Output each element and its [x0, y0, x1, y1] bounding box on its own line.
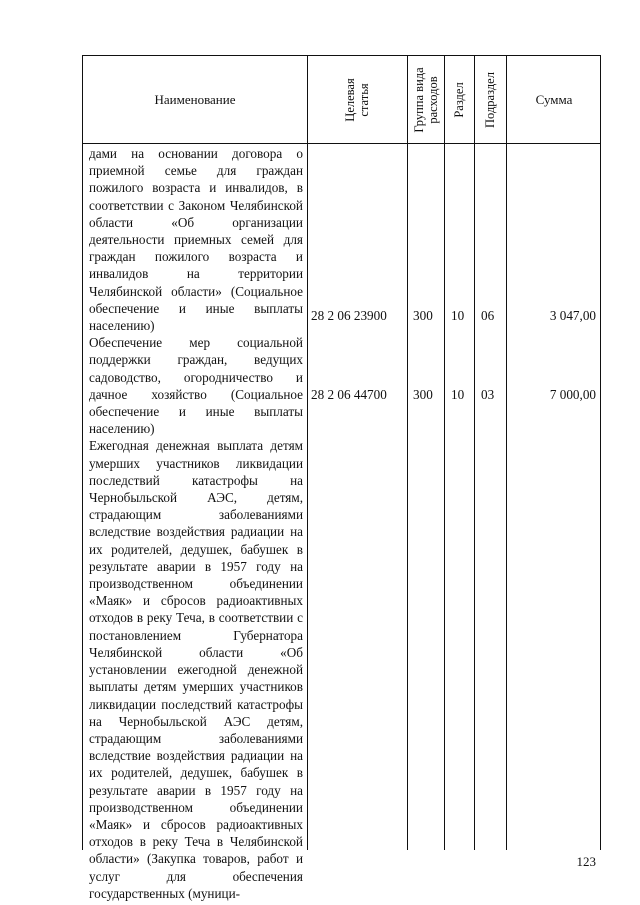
- row-2-group: 300: [413, 387, 433, 402]
- row-1-article: 28 2 06 23900: [311, 308, 387, 323]
- header-name-label: Наименование: [154, 91, 236, 107]
- row-2-section: 10: [451, 387, 465, 402]
- column-divider: [307, 56, 308, 850]
- row-name-2: Обеспечение мер социальной поддержки граждан, ведущих садоводство, огородничество и дачное хозяйство (Социальное обеспечение и иные выплаты населению): [89, 335, 303, 437]
- column-divider: [474, 56, 475, 850]
- row-1-section: 10: [451, 308, 465, 323]
- header-target-article-label: Целевая статья: [343, 77, 371, 122]
- header-expense-group-label: Группа вида расходов: [411, 66, 440, 133]
- page-number: 123: [576, 854, 596, 869]
- header-name: [83, 56, 307, 143]
- row-1-group: 300: [413, 308, 433, 323]
- column-divider: [444, 56, 445, 850]
- row-2-subsection: 03: [481, 387, 495, 402]
- header-subsection-label: Подраздел: [483, 71, 497, 128]
- row-1-sum: 3 047,00: [549, 308, 596, 323]
- table-row-1-values: [83, 308, 600, 326]
- header-sum-label: Сумма: [535, 91, 573, 107]
- column-divider: [506, 56, 507, 850]
- row-name-3: Ежегодная денежная выплата детям умерших участников ликвидации последствий катастрофы на Чернобыльской АЭС, детям, страдающим заболеваниями вследствие воздействия радиации на их родителей, дедушек, бабушек в результате аварии в 1957 году на производственном объединении «Маяк» и сбросов радиоактивных отходов в реку Теча, в соответствии с постановлением Губернатора Челябинской области «Об установлении ежегодной денежной выплаты детям умерших участников ликвидации последствий катастрофы на Чернобыльской АЭС детям, страдающим заболеваниями вследствие воздействия радиации на их родителей, дедушек, бабушек в результате аварии в 1957 году на производственном объединении «Маяк» и сбросов радиоактивных отходов в реку Теча в Челябинской области» (Закупка товаров, работ и услуг для обеспечения государственных (муници-: [89, 438, 303, 901]
- header-section-label: Раздел: [452, 81, 466, 118]
- row-2-article: 28 2 06 44700: [311, 387, 387, 402]
- header-expense-group: [407, 56, 444, 143]
- row-name-1: дами на основании договора о приемной семье для граждан пожилого возраста и инвалидов, в соответствии с Законом Челябинской области «Об организации деятельности приемных семей для граждан пожилого возраста и инвалидов на территории Челябинской области» (Социальное обеспечение и иные выплаты населению): [89, 146, 303, 334]
- column-divider: [407, 56, 408, 850]
- name-column: [89, 145, 303, 902]
- header-divider: [83, 143, 600, 144]
- header-section: [444, 56, 474, 143]
- table-row-2-values: [83, 387, 600, 405]
- header-sum: [506, 56, 602, 143]
- header-subsection: [474, 56, 506, 143]
- row-1-subsection: 06: [481, 308, 495, 323]
- header-target-article: [307, 56, 407, 143]
- row-2-sum: 7 000,00: [549, 387, 596, 402]
